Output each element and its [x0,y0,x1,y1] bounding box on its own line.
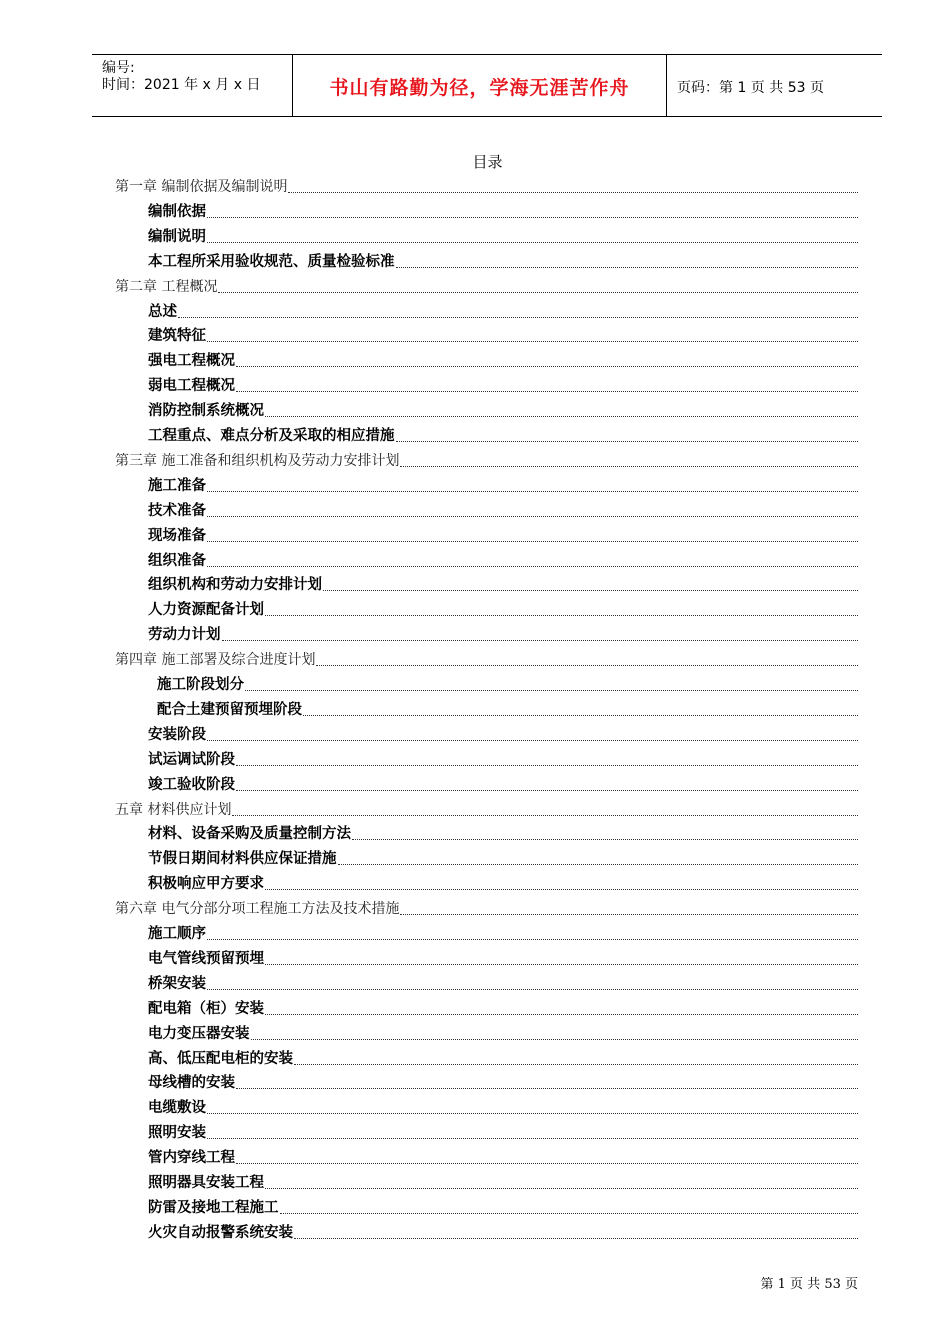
toc-entry-label: 工程重点、难点分析及采取的相应措施 [148,428,395,444]
toc-chapter-entry[interactable] [115,797,858,819]
toc-dot-leader [222,639,859,641]
toc-section-entry[interactable] [148,498,858,520]
toc-dot-leader [207,988,858,990]
toc-section-entry[interactable] [148,622,858,644]
toc-entry-label: 第四章 施工部署及综合进度计划 [115,652,316,669]
toc-section-entry[interactable] [148,1195,858,1217]
toc-entry-label: 建筑特征 [148,328,206,345]
toc-entry-label: 总述 [148,303,177,320]
toc-dot-leader [236,764,858,766]
footer-page-number: 第 1 页 共 53 页 [760,1277,858,1292]
toc-section-entry[interactable] [148,772,858,794]
toc-dot-leader [400,913,858,915]
header-motto-cell [292,55,667,116]
toc-section-entry[interactable] [148,1070,858,1092]
toc-entry-label: 施工准备 [148,477,206,494]
toc-entry-label: 竣工验收阶段 [148,776,235,793]
toc-section-entry[interactable] [148,348,858,370]
toc-dot-leader [294,1063,858,1065]
toc-dot-leader [207,515,858,517]
toc-dot-leader [265,888,858,890]
toc-entry-label: 配合土建预留预埋阶段 [157,701,302,718]
document-time-label: 时间：2021 年 x 月 x 日 [102,77,261,93]
toc-dot-leader [207,540,858,542]
toc-section-entry[interactable] [157,697,858,719]
toc-entry-label: 本工程所采用验收规范、质量检验标准 [148,253,395,270]
toc-section-entry[interactable] [148,423,858,445]
toc-section-entry[interactable] [148,996,858,1018]
toc-section-entry[interactable] [148,1021,858,1043]
toc-entry-label: 编制说明 [148,228,206,245]
toc-dot-leader [236,1162,858,1164]
toc-entry-label: 积极响应甲方要求 [148,876,264,893]
toc-dot-leader [265,1187,858,1189]
toc-chapter-entry[interactable] [115,647,858,669]
toc-entry-label: 火灾自动报警系统安装 [148,1224,293,1241]
toc-section-entry[interactable] [148,398,858,420]
toc-section-entry[interactable] [148,323,858,345]
toc-section-entry[interactable] [148,1120,858,1142]
toc-dot-leader [236,789,858,791]
toc-dot-leader [323,589,858,591]
toc-section-entry[interactable] [148,722,858,744]
toc-dot-leader [400,465,858,467]
toc-dot-leader [265,415,858,417]
toc-dot-leader [207,739,858,741]
toc-entry-label: 施工阶段划分 [157,677,244,693]
toc-dot-leader [207,1112,858,1114]
toc-entry-label: 桥架安装 [148,975,206,992]
toc-section-entry[interactable] [148,921,858,943]
toc-section-entry[interactable] [148,473,858,495]
toc-entry-label: 高、低压配电柜的安装 [148,1050,293,1067]
toc-section-entry[interactable] [148,1220,858,1242]
toc-dot-leader [265,963,858,965]
toc-entry-label: 母线槽的安装 [148,1075,235,1092]
toc-dot-leader [207,490,858,492]
toc-entry-label: 消防控制系统概况 [148,403,264,420]
header-info-cell [92,55,292,116]
toc-section-entry[interactable] [148,971,858,993]
document-number-label: 编号: [102,60,135,76]
header-page-cell [667,55,882,116]
toc-section-entry[interactable] [148,846,858,868]
toc-entry-label: 第三章 施工准备和组织机构及劳动力安排计划 [115,452,400,469]
toc-dot-leader [218,291,858,293]
toc-section-entry[interactable] [148,1170,858,1192]
toc-dot-leader [236,365,858,367]
toc-section-entry[interactable] [148,299,858,321]
toc-dot-leader [352,838,858,840]
toc-entry-label: 弱电工程概况 [148,378,235,395]
header-page-number: 页码：第 1 页 共 53 页 [677,80,824,96]
toc-dot-leader [245,689,858,691]
toc-section-entry[interactable] [148,1145,858,1167]
toc-chapter-entry[interactable] [115,448,858,470]
toc-section-entry[interactable] [148,224,858,246]
toc-section-entry[interactable] [148,1046,858,1068]
toc-section-entry[interactable] [148,572,858,594]
toc-dot-leader [236,1087,858,1089]
toc-dot-leader [251,1038,859,1040]
toc-entry-label: 施工顺序 [148,926,206,942]
toc-entry-label: 防雷及接地工程施工 [148,1199,279,1216]
toc-dot-leader [232,814,858,816]
toc-section-entry[interactable] [148,597,858,619]
toc-chapter-entry[interactable] [115,174,858,196]
toc-dot-leader [396,440,859,442]
toc-section-entry[interactable] [148,946,858,968]
toc-section-entry[interactable] [148,548,858,570]
toc-entry-label: 电缆敷设 [148,1100,206,1117]
toc-section-entry[interactable] [148,871,858,893]
toc-chapter-entry[interactable] [115,274,858,296]
toc-entry-label: 配电箱（柜）安装 [148,1000,264,1017]
toc-entry-label: 材料、设备采购及质量控制方法 [148,826,351,843]
toc-dot-leader [207,216,858,218]
toc-entry-label: 现场准备 [148,527,206,544]
toc-entry-label: 人力资源配备计划 [148,602,264,619]
toc-dot-leader [207,565,858,567]
toc-entry-label: 编制依据 [148,203,206,220]
toc-dot-leader [338,863,859,865]
toc-entry-label: 电力变压器安装 [148,1025,250,1042]
toc-entry-label: 第一章 编制依据及编制说明 [115,179,288,195]
header-motto: 书山有路勤为径，学海无涯苦作舟 [329,77,630,99]
toc-entry-label: 试运调试阶段 [148,751,235,768]
toc-dot-leader [288,191,858,193]
toc-entry-label: 节假日期间材料供应保证措施 [148,851,337,868]
toc-entry-label: 强电工程概况 [148,353,235,370]
toc-entry-label: 组织准备 [148,552,206,569]
toc-section-entry[interactable] [148,373,858,395]
toc-dot-leader [280,1212,859,1214]
toc-chapter-entry[interactable] [115,896,858,918]
toc-section-entry[interactable] [148,199,858,221]
toc-entry-label: 照明器具安装工程 [148,1175,264,1191]
toc-dot-leader [396,266,859,268]
toc-section-entry[interactable] [148,1095,858,1117]
toc-entry-label: 管内穿线工程 [148,1150,235,1167]
toc-entry-label: 照明安装 [148,1125,206,1142]
toc-entry-label: 五章 材料供应计划 [115,801,232,818]
toc-entry-label: 第二章 工程概况 [115,278,218,295]
toc-entry-label: 电气管线预留预埋 [148,950,264,967]
toc-dot-leader [207,241,858,243]
page-header [92,54,882,117]
toc-section-entry[interactable] [157,672,858,694]
toc-dot-leader [178,316,858,318]
toc-dot-leader [236,390,858,392]
toc-dot-leader [265,1013,858,1015]
toc-entry-label: 劳动力计划 [148,627,221,644]
toc-entry-label: 技术准备 [148,502,206,519]
toc-dot-leader [316,664,858,666]
toc-entry-label: 第六章 电气分部分项工程施工方法及技术措施 [115,901,400,918]
toc-dot-leader [294,1237,858,1239]
toc-entry-label: 安装阶段 [148,726,206,743]
toc-section-entry[interactable] [148,821,858,843]
toc-section-entry[interactable] [148,747,858,769]
toc-section-entry[interactable] [148,249,858,271]
toc-dot-leader [265,614,858,616]
toc-dot-leader [207,938,858,940]
toc-dot-leader [207,1137,858,1139]
toc-dot-leader [207,340,858,342]
toc-dot-leader [303,714,858,716]
toc-title: 目录 [472,153,503,171]
toc-section-entry[interactable] [148,523,858,545]
toc-entry-label: 组织机构和劳动力安排计划 [148,577,322,594]
